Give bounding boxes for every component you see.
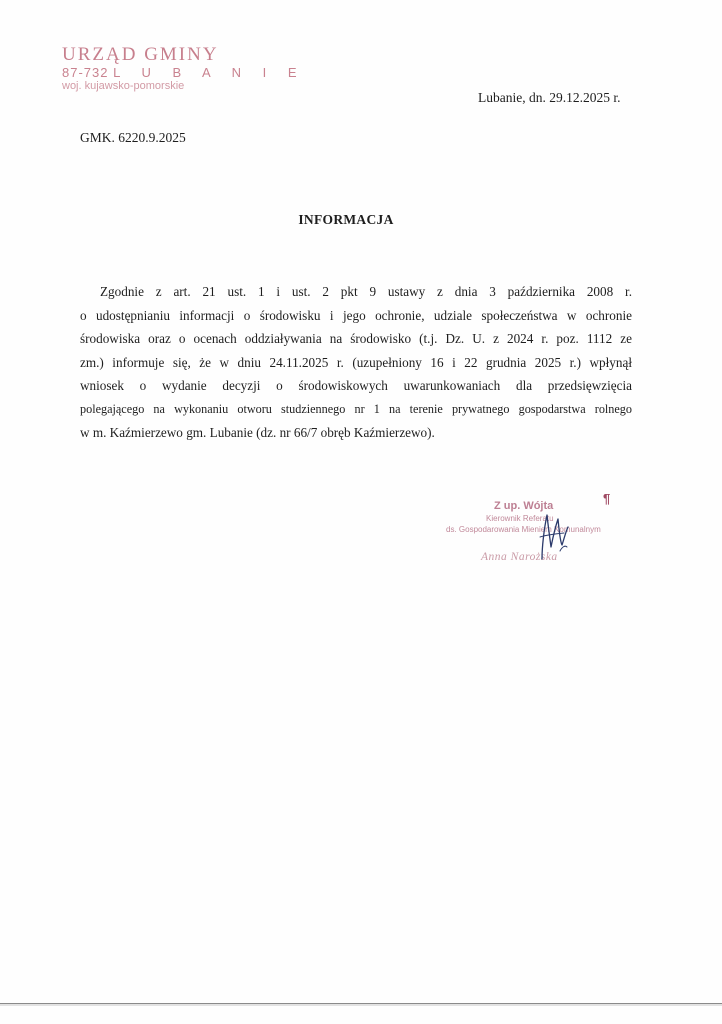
signature-title-line2: ds. Gospodarowania Mieniem Komunalnym [446, 525, 601, 534]
body-line: w m. Kaźmierzewo gm. Lubanie (dz. nr 66/7 obręb Kaźmierzewo). [80, 425, 435, 440]
body-line: środowiska oraz o ocenach oddziaływania na środowisko (t.j. Dz. U. z 2024 r. poz. 1112 ze [80, 331, 632, 346]
handwritten-signature [520, 507, 590, 563]
stamp-voivodeship: woj. kujawsko-pomorskie [62, 80, 185, 92]
body-line: Zgodnie z art. 21 ust. 1 i ust. 2 pkt 9 ustawy z dnia 3 października 2008 r. [100, 284, 632, 299]
stamp-office-name: URZĄD GMINY [62, 44, 219, 65]
stamp-postal-line [62, 65, 306, 80]
stamp-postal-code: 87-732 [62, 65, 109, 80]
place-and-date: Lubanie, dn. 29.12.2025 r. [478, 90, 621, 105]
body-line: polegającego na wykonaniu otworu studziennego nr 1 na terenie prywatnego gospodarstwa rolnego [80, 401, 632, 416]
case-number: GMK. 6220.9.2025 [80, 130, 186, 145]
signature-stamp [440, 491, 640, 575]
body-line: zm.) informuje się, że w dniu 24.11.2025 r. (uzupełniony 16 i 22 grudnia 2025 r.) wpłynął [80, 354, 632, 370]
signature-title-line1: Kierownik Referatu [486, 514, 554, 523]
scan-edge-shadow [0, 1004, 722, 1006]
paragraph-mark-icon: ¶ [603, 491, 611, 506]
stamp-town: L U B A N I E [113, 65, 306, 80]
body-line: o udostępnianiu informacji o środowisku i jego ochronie, udziale społeczeństwa w ochronie [80, 307, 632, 323]
document-title: INFORMACJA [298, 212, 394, 227]
signature-role: Z up. Wójta [494, 500, 554, 512]
office-stamp [62, 44, 306, 93]
body-line: wniosek o wydanie decyzji o środowiskowych uwarunkowaniach dla przedsięwzięcia [80, 378, 632, 393]
body-paragraph [80, 280, 632, 445]
signature-name: Anna Narożska [481, 551, 558, 563]
